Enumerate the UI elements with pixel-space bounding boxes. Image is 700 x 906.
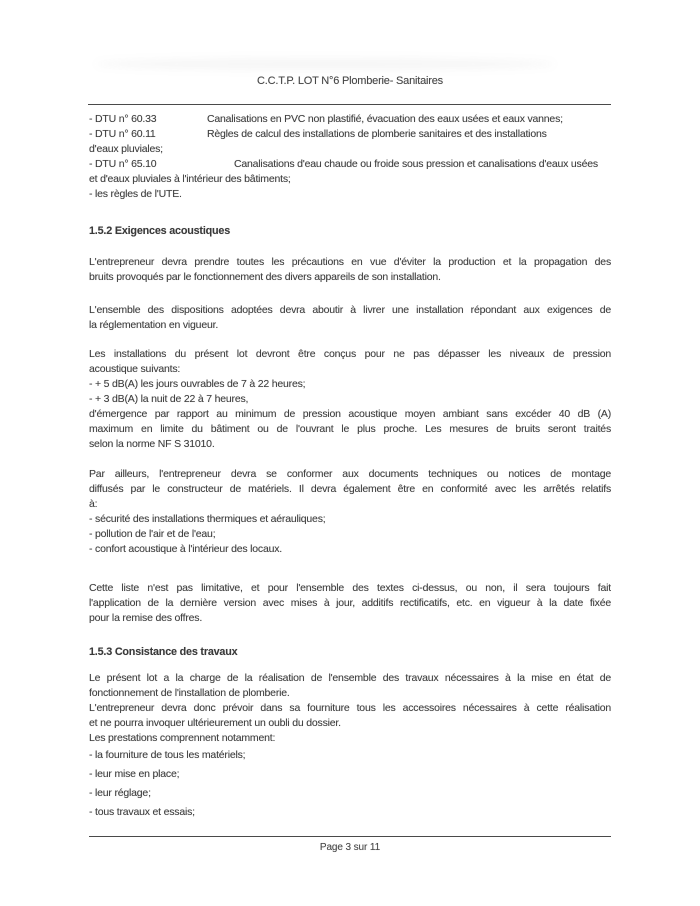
dtu-row <box>89 157 611 172</box>
list-item: - tous travaux et essais; <box>89 806 195 818</box>
ute-rules-item: - les règles de l'UTE. <box>89 188 182 200</box>
dtu-number: - DTU n° 60.11 <box>89 128 156 140</box>
page-content <box>89 0 611 822</box>
text-line: maximum en limite du bâtiment ou de l'ouvrant le plus proche. Les mesures de bruits seront traités <box>89 423 611 435</box>
text-line: Le présent lot a la charge de la réalisation de l'ensemble des travaux nécessaires à la mise en état de <box>89 672 611 684</box>
paragraph-niveaux-pression <box>89 347 611 452</box>
dtu-number: - DTU n° 60.33 <box>89 113 157 125</box>
section-heading-152: 1.5.2 Exigences acoustiques <box>89 225 231 237</box>
list-item: - confort acoustique à l'intérieur des locaux. <box>89 543 282 555</box>
dtu-row <box>89 112 611 127</box>
text-line: L'entrepreneur devra donc prévoir dans sa fourniture tous les accessoires nécessaires à cette réalisation <box>89 702 611 714</box>
page-footer <box>89 836 611 853</box>
prestations-list <box>89 746 611 822</box>
dtu-description: Règles de calcul des installations de plomberie sanitaires et des installations <box>207 128 547 140</box>
text-line: Par ailleurs, l'entrepreneur devra se conformer aux documents techniques ou notices de montage <box>89 468 611 480</box>
paragraph-conformite <box>89 467 611 557</box>
list-item: - la fourniture de tous les matériels; <box>89 749 246 761</box>
dtu-description: Canalisations d'eau chaude ou froide sous pression et canalisations d'eaux usées <box>234 158 598 170</box>
list-item: - leur réglage; <box>89 787 151 799</box>
text-line: acoustique suivants: <box>89 363 181 375</box>
dtu-row <box>89 127 611 142</box>
page-number: Page 3 sur 11 <box>319 842 381 853</box>
dtu-description: Canalisations en PVC non plastifié, évacuation des eaux usées et eaux vannes; <box>207 113 563 125</box>
footer-divider <box>89 836 611 837</box>
text-line: L'entrepreneur devra prendre toutes les précautions en vue d'éviter la production et la propagation des <box>89 256 611 268</box>
text-line: Cette liste n'est pas limitative, et pour l'ensemble des textes ci-dessus, ou non, il sera toujours fait <box>89 582 611 594</box>
header-divider <box>88 104 611 105</box>
list-item: - sécurité des installations thermiques et aérauliques; <box>89 513 326 525</box>
paragraph-liste-limitative <box>89 581 611 626</box>
text-line: et ne pourra invoquer ultérieurement un oubli du dossier. <box>89 717 341 729</box>
text-line: Les installations du présent lot devront être conçus pour ne pas dépasser les niveaux de pression <box>89 348 611 360</box>
paragraph-dispositions <box>89 303 611 333</box>
text-line: la réglementation en vigueur. <box>89 319 219 331</box>
text-line: fonctionnement de l'installation de plomberie. <box>89 687 290 699</box>
dtu-reference-list <box>89 112 611 202</box>
dtu-number: - DTU n° 65.10 <box>89 158 157 170</box>
paragraph-fourniture <box>89 701 611 731</box>
text-line: selon la norme NF S 31010. <box>89 438 215 450</box>
list-item: - leur mise en place; <box>89 768 180 780</box>
list-item: - + 3 dB(A) la nuit de 22 à 7 heures, <box>89 393 249 405</box>
text-line: diffusés par le constructeur de matériels. Il devra également être en conformité avec les arrêtés relatifs <box>89 483 611 495</box>
page-title: C.C.T.P. LOT N°6 Plomberie- Sanitaires <box>257 75 443 87</box>
text-line: à: <box>89 498 98 510</box>
list-item: - pollution de l'air et de l'eau; <box>89 528 216 540</box>
text-line: d'émergence par rapport au minimum de pression acoustique moyen ambiant sans excéder 40 dB (A) <box>89 408 611 420</box>
text-line: pour la remise des offres. <box>89 612 203 624</box>
text-line: bruits provoqués par le fonctionnement des divers appareils de son installation. <box>89 271 441 283</box>
list-item: - + 5 dB(A) les jours ouvrables de 7 à 22 heures; <box>89 378 306 390</box>
text-line: l'application de la dernière version avec mises à jour, additifs rectificatifs, etc. en vigueur à la date fixée <box>89 597 611 609</box>
dtu-description-continuation: et d'eaux pluviales à l'intérieur des bâtiments; <box>89 173 291 185</box>
section-heading-153: 1.5.3 Consistance des travaux <box>89 646 238 658</box>
paragraph-precautions <box>89 255 611 285</box>
dtu-description-continuation: d'eaux pluviales; <box>89 143 163 155</box>
text-line: L'ensemble des dispositions adoptées devra aboutir à livrer une installation répondant aux exigences de <box>89 304 611 316</box>
paragraph-charge-lot <box>89 671 611 701</box>
prestations-intro: Les prestations comprennent notamment: <box>89 732 276 744</box>
